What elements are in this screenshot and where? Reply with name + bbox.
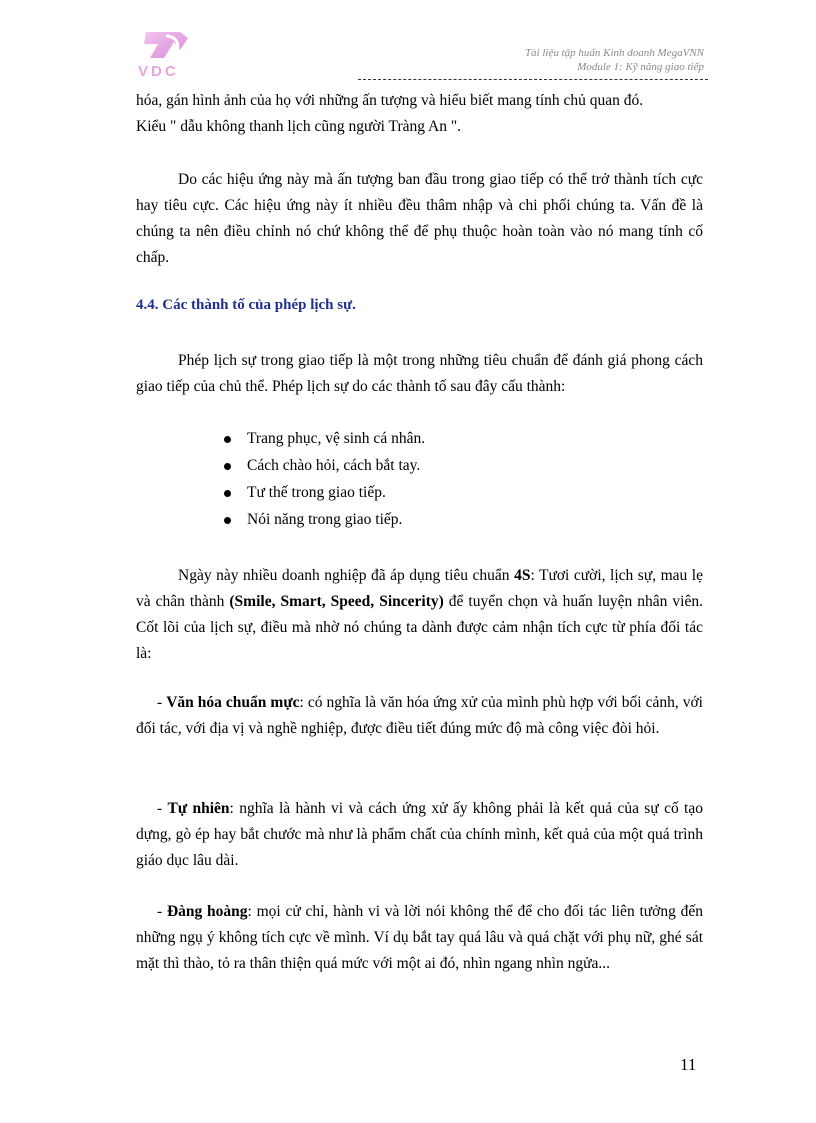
list-item: Tư thế trong giao tiếp. xyxy=(222,483,425,510)
header-divider xyxy=(358,79,708,80)
header-title: Tài liệu tập huấn Kinh doanh MegaVNN xyxy=(524,47,704,59)
item-term: Đàng hoàng xyxy=(166,903,248,920)
list-item: Cách chào hỏi, cách bắt tay. xyxy=(222,456,425,483)
item-term: Tự nhiên xyxy=(167,800,230,817)
politeness-paragraph: Phép lịch sự trong giao tiếp là một trong những tiêu chuẩn để đánh giá phong cách giao tiếp của chủ thể. Phép lịch sự do các thành tố sau đây cấu thành: xyxy=(136,352,703,395)
term-4s: 4S xyxy=(514,567,531,584)
vdc-logo xyxy=(136,28,194,80)
item-natural: - Tự nhiên: nghĩa là hành vi và cách ứng xử ấy không phải là kết quả của sự cố tạo dựng, gò ép hay bắt chước mà như là phẩm chất của chính mình, kết quả của một quá trình giáo dục lâu dài. xyxy=(136,800,703,869)
effects-paragraph: Do các hiệu ứng này mà ấn tượng ban đầu trong giao tiếp có thể trở thành tích cực hay tiêu cực. Các hiệu ứng này ít nhiều đều thâm nhập và chi phối chúng ta. Vấn đề là chúng ta nên điều chỉnh nó chứ không thể để phụ thuộc hoàn toàn vào nó mang tính cố chấp. xyxy=(136,171,703,266)
continued-line-2: Kiểu " dẫu không thanh lịch cũng người Tràng An ". xyxy=(136,118,462,135)
section-heading: 4.4. Các thành tố của phép lịch sự. xyxy=(136,297,356,313)
item-decent: - Đàng hoàng: mọi cử chỉ, hành vi và lời nói không thể để cho đối tác liên tưởng đến những ngụ ý không tích cực về mình. Ví dụ bắt tay quá lâu và quá chặt với phụ nữ, ghé sát mặt thì thào, tỏ ra thân thiện quá mức với một ai đó, nhìn ngang nhìn ngửa... xyxy=(136,903,703,972)
continued-line-1: hóa, gán hình ảnh của họ với những ấn tượng và hiểu biết mang tính chủ quan đó. xyxy=(136,92,644,109)
list-item: Nói năng trong giao tiếp. xyxy=(222,510,425,537)
page-number: 11 xyxy=(680,1055,697,1074)
term-4s-english: (Smile, Smart, Speed, Sincerity) xyxy=(229,593,444,610)
document-header xyxy=(525,46,704,74)
list-item: Trang phục, vệ sinh cá nhân. xyxy=(222,429,425,456)
standard-4s-paragraph: Ngày này nhiều doanh nghiệp đã áp dụng tiêu chuẩn 4S: Tươi cười, lịch sự, mau lẹ và chân thành (Smile, Smart, Speed, Sincerity) để tuyển chọn và huấn luyện nhân viên. Cốt lõi của lịch sự, điều mà nhờ nó chúng ta dành được cảm nhận tích cực từ phía đối tác là: xyxy=(136,567,703,662)
item-standard-culture: - Văn hóa chuẩn mực: có nghĩa là văn hóa ứng xử của mình phù hợp với bối cảnh, với đối tác, với địa vị và nghề nghiệp, được điều tiết đúng mức độ mà công việc đòi hỏi. xyxy=(136,694,703,737)
components-list xyxy=(222,429,425,537)
header-subtitle: Module 1: Kỹ năng giao tiếp xyxy=(577,61,704,73)
logo-text: VDC xyxy=(138,63,179,80)
continued-paragraph xyxy=(136,88,703,140)
item-term: Văn hóa chuẩn mực xyxy=(166,694,300,711)
